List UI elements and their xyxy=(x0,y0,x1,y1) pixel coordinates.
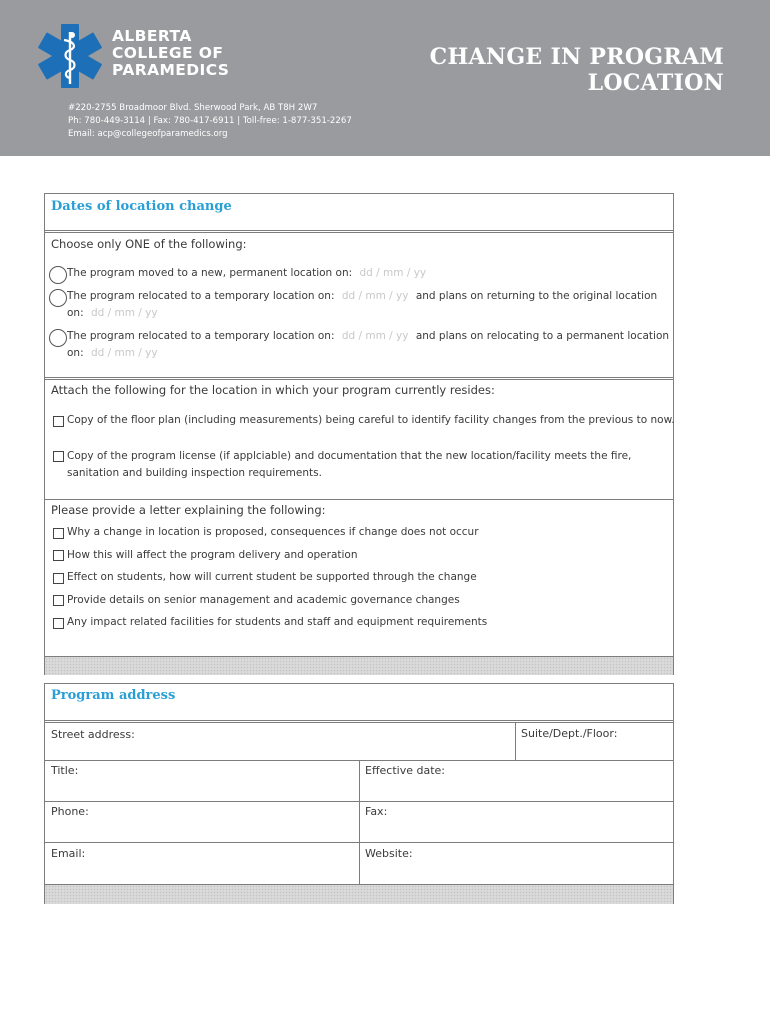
star-of-life-icon xyxy=(36,22,104,90)
letter-heading: Please provide a letter explaining the following: xyxy=(51,503,326,517)
phone-label: Phone: xyxy=(51,805,89,818)
dates-section xyxy=(44,193,674,675)
option-temporary-permanent xyxy=(67,328,669,345)
attach-heading: Attach the following for the location in which your program currently resides: xyxy=(51,383,495,397)
option-temporary-return-radio[interactable] xyxy=(49,289,67,307)
org-name-line-2: COLLEGE OF xyxy=(112,44,224,62)
org-name-line-1: ALBERTA xyxy=(112,27,192,45)
org-name-line-3: PARAMEDICS xyxy=(112,61,230,79)
attach-license-checkbox[interactable] xyxy=(53,451,64,462)
letter-reason-label: Why a change in location is proposed, consequences if change does not occur xyxy=(67,526,479,538)
contact-phone: Ph: 780-449-3114 | Fax: 780-417-6911 | Toll-free: 1-877-351-2267 xyxy=(68,116,352,126)
attach-floor-plan-checkbox[interactable] xyxy=(53,416,64,427)
suite-label: Suite/Dept./Floor: xyxy=(521,727,618,740)
fax-field[interactable] xyxy=(360,802,673,842)
divider xyxy=(45,230,673,233)
fax-label: Fax: xyxy=(365,805,388,818)
page-header xyxy=(0,0,770,156)
address-section xyxy=(44,683,674,904)
option-temporary-return-date-field[interactable]: dd / mm / yy xyxy=(341,290,409,302)
option-temporary-permanent-radio[interactable] xyxy=(49,329,67,347)
email-field[interactable] xyxy=(45,843,359,884)
section-footer-band xyxy=(45,884,673,904)
title-label: Title: xyxy=(51,764,79,777)
letter-governance-checkbox[interactable] xyxy=(53,595,64,606)
dates-section-title: Dates of location change xyxy=(51,199,232,214)
letter-facilities-label: Any impact related facilities for students and staff and equipment requirements xyxy=(67,616,488,628)
letter-governance-label: Provide details on senior management and academic governance changes xyxy=(67,594,460,606)
phone-field[interactable] xyxy=(45,802,359,842)
option-temporary-return-tail: and plans on returning to the original location xyxy=(415,290,658,302)
option-temporary-return xyxy=(67,288,657,305)
option-temporary-permanent-date-field[interactable]: dd / mm / yy xyxy=(341,330,409,342)
attach-floor-plan-label: Copy of the floor plan (including measurements) being careful to identify facility changes from the previous to now. xyxy=(67,414,675,426)
letter-reason-checkbox[interactable] xyxy=(53,528,64,539)
effective-date-field[interactable] xyxy=(360,761,673,801)
effective-date-label: Effective date: xyxy=(365,764,445,777)
option-temporary-permanent-on: on: xyxy=(67,347,84,359)
attach-license-label-line1: Copy of the program license (if applciable) and documentation that the new location/facility meets the fire, xyxy=(67,450,632,462)
option-temporary-return-second-date-field[interactable]: dd / mm / yy xyxy=(90,307,158,319)
option-temporary-return-label: The program relocated to a temporary location on: xyxy=(67,290,335,302)
option-temporary-return-on: on: xyxy=(67,307,84,319)
contact-address: #220-2755 Broadmoor Blvd. Sherwood Park, AB T8H 2W7 xyxy=(68,103,318,113)
choose-instruction: Choose only ONE of the following: xyxy=(51,237,247,251)
option-permanent-date-field[interactable]: dd / mm / yy xyxy=(359,267,427,279)
contact-info xyxy=(68,102,352,141)
option-temporary-permanent-tail: and plans on relocating to a permanent location xyxy=(415,330,670,342)
contact-email: Email: acp@collegeofparamedics.org xyxy=(68,129,228,139)
letter-students-checkbox[interactable] xyxy=(53,573,64,584)
letter-delivery-label: How this will affect the program delivery and operation xyxy=(67,549,358,561)
option-temporary-permanent-second-date-field[interactable]: dd / mm / yy xyxy=(90,347,158,359)
document-title-line-1: CHANGE IN PROGRAM xyxy=(429,44,724,70)
street-address-label: Street address: xyxy=(51,728,135,741)
org-name xyxy=(112,28,229,79)
street-address-field[interactable] xyxy=(45,722,515,760)
option-temporary-permanent-line2 xyxy=(67,345,158,362)
suite-field[interactable] xyxy=(516,722,673,760)
document-title xyxy=(430,44,724,96)
title-field[interactable] xyxy=(45,761,359,801)
divider xyxy=(45,377,673,380)
attach-license-label-line2: sanitation and building inspection requirements. xyxy=(67,467,322,479)
letter-delivery-checkbox[interactable] xyxy=(53,550,64,561)
address-section-title: Program address xyxy=(51,688,176,703)
website-field[interactable] xyxy=(360,843,673,884)
divider xyxy=(45,499,673,500)
website-label: Website: xyxy=(365,847,413,860)
option-permanent xyxy=(67,265,426,282)
email-label: Email: xyxy=(51,847,86,860)
option-permanent-radio[interactable] xyxy=(49,266,67,284)
document-title-line-2: LOCATION xyxy=(587,70,724,96)
letter-facilities-checkbox[interactable] xyxy=(53,618,64,629)
option-temporary-permanent-label: The program relocated to a temporary location on: xyxy=(67,330,335,342)
option-temporary-return-line2 xyxy=(67,305,158,322)
section-footer-band xyxy=(45,656,673,675)
letter-students-label: Effect on students, how will current student be supported through the change xyxy=(67,571,477,583)
option-permanent-label: The program moved to a new, permanent location on: xyxy=(67,267,353,279)
